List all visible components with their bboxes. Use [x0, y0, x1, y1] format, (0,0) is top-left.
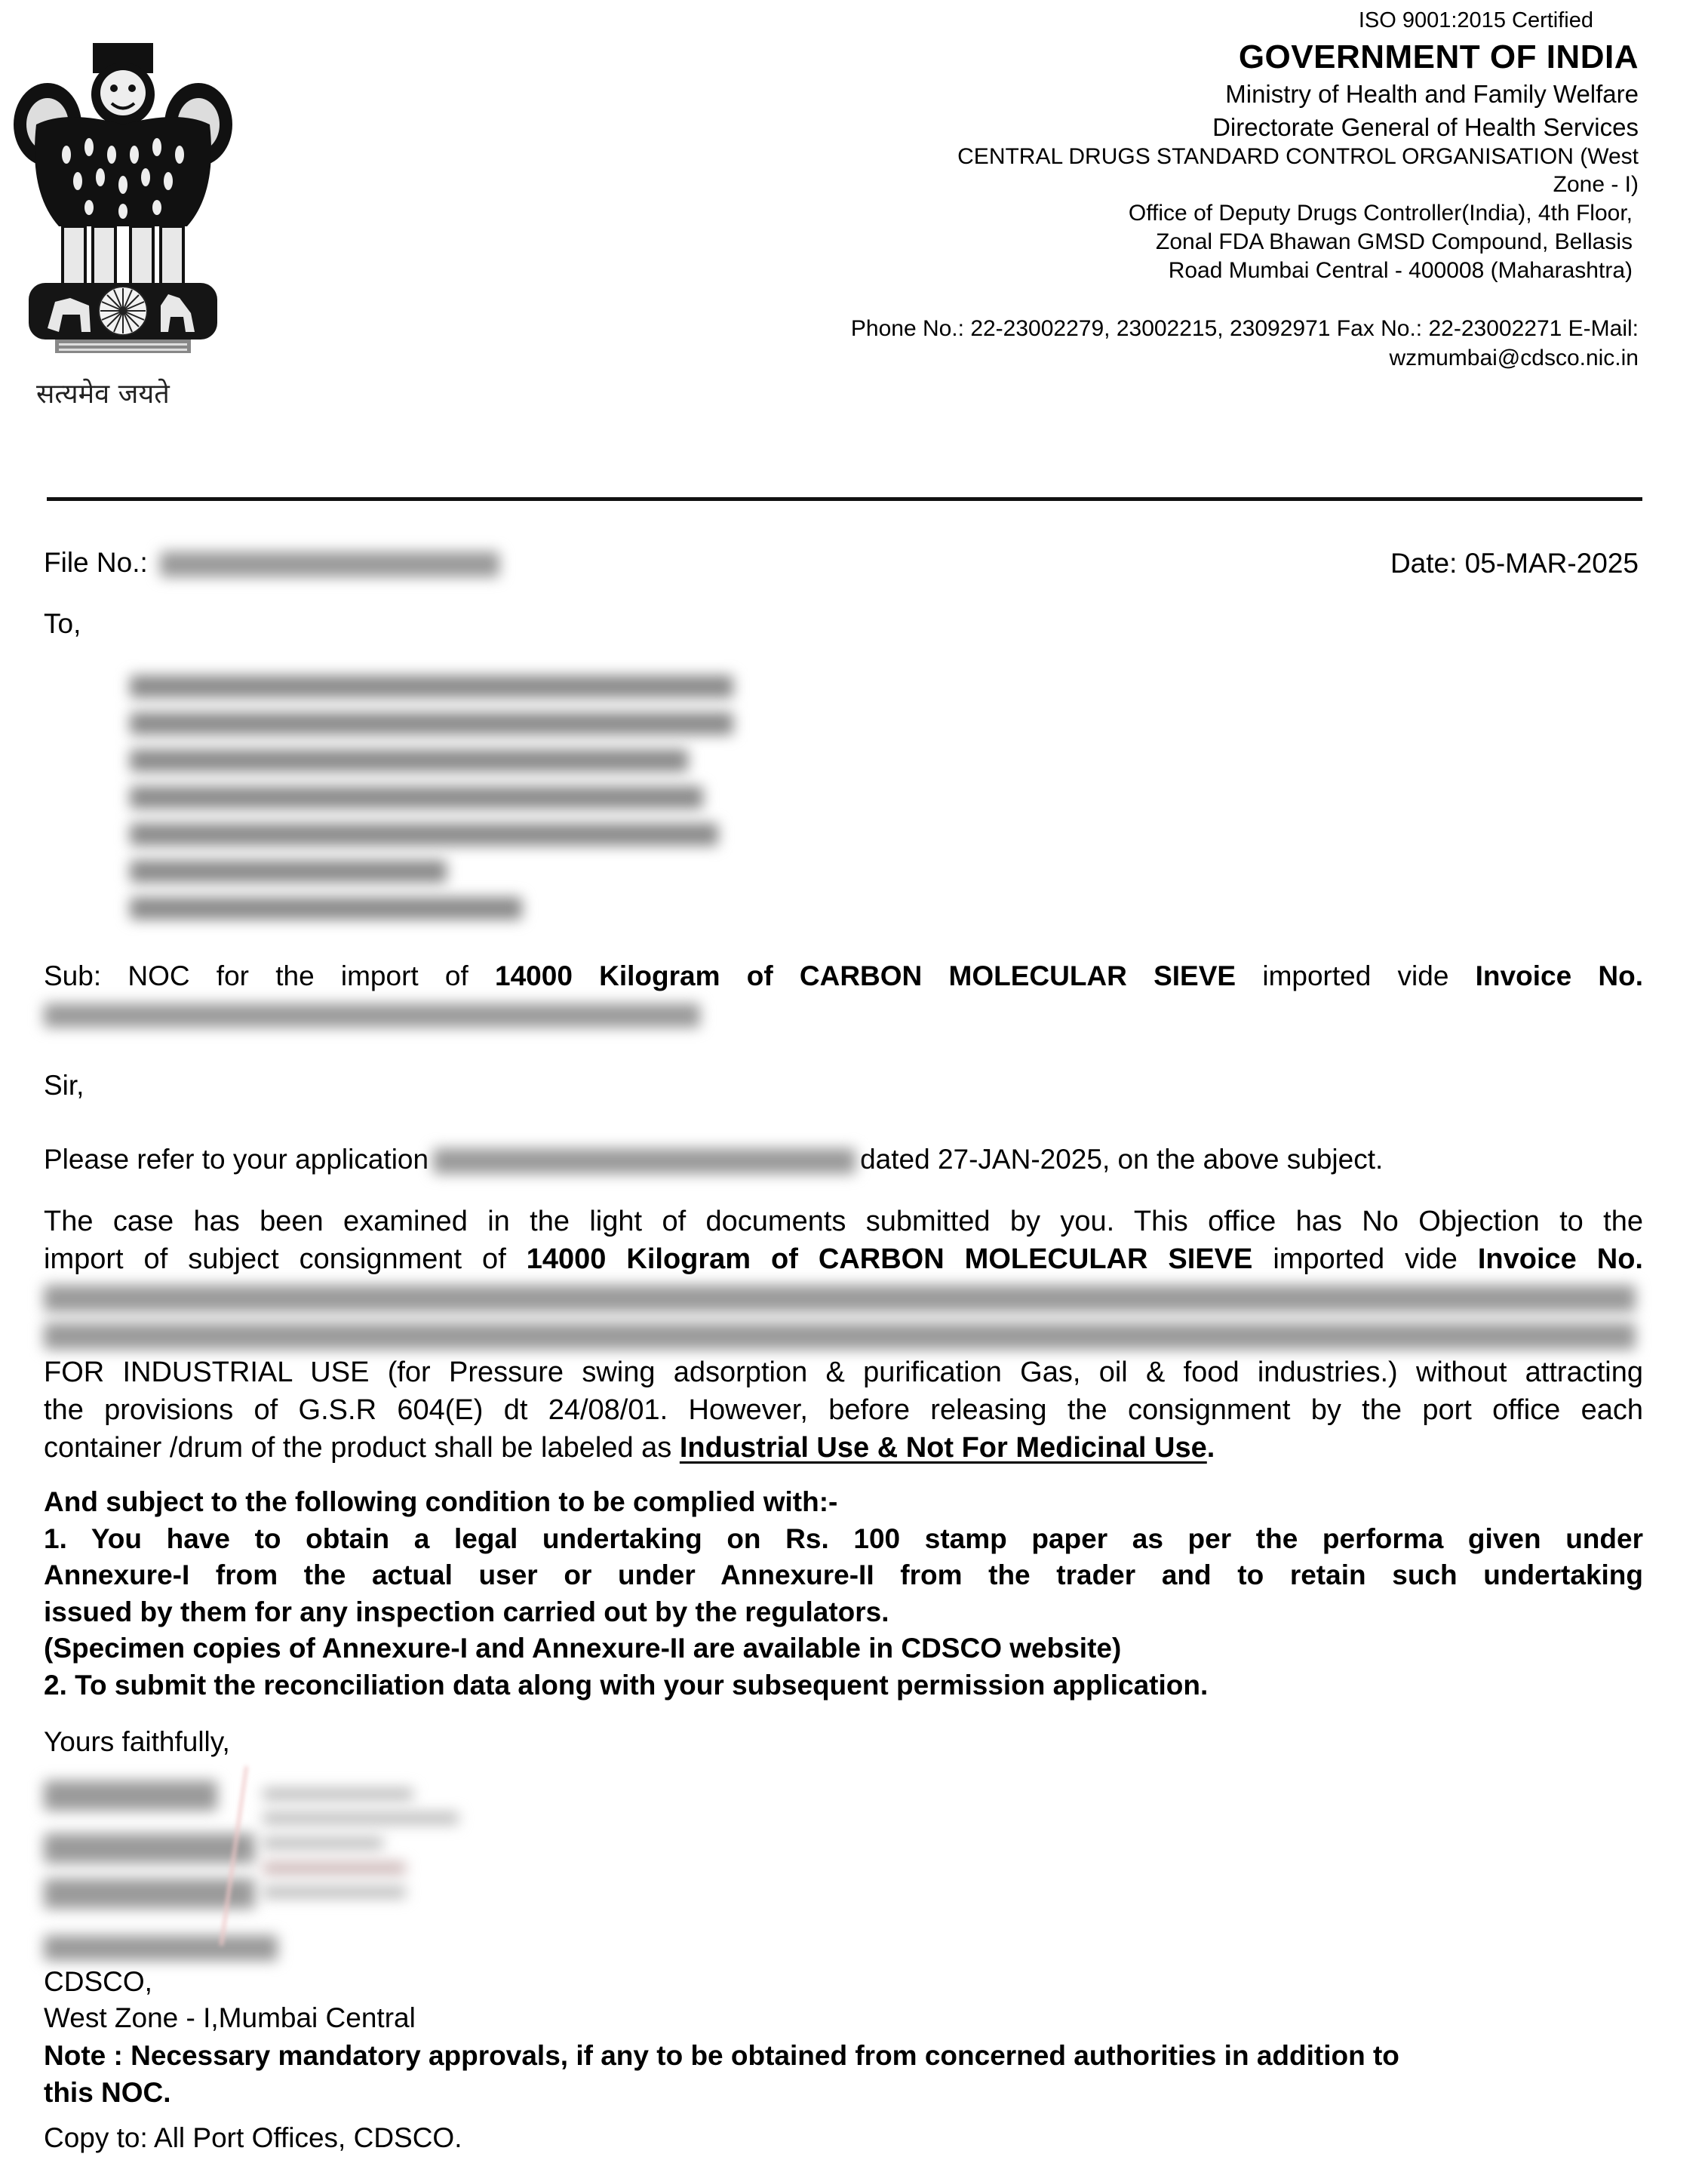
government-title: GOVERNMENT OF INDIA: [1238, 38, 1639, 75]
office-address-line3: Road Mumbai Central - 400008 (Maharashtra): [1168, 258, 1633, 283]
redacted-line: [263, 1812, 459, 1824]
redacted-line: [130, 675, 733, 698]
redacted-file-number: [160, 552, 499, 577]
paragraph-line: the provisions of G.S.R 604(E) dt 24/08/01. However, before releasing the consignment by the port office each: [44, 1394, 1643, 1426]
redacted-application-number: [433, 1148, 856, 1174]
redacted-line: [44, 1879, 255, 1909]
to-label: To,: [44, 608, 81, 639]
redacted-line: [130, 712, 733, 735]
condition-item-1-cont: Annexure-I from the actual user or under Annexure-II from the trader and to retain such undertaking: [44, 1559, 1643, 1590]
subject-line: [44, 962, 1643, 990]
contact-email[interactable]: wzmumbai@cdsco.nic.in: [1389, 346, 1639, 370]
redacted-line: [44, 1281, 1643, 1319]
label-requirement: Industrial Use & Not For Medicinal Use: [679, 1432, 1207, 1464]
approval-note: [44, 2040, 1643, 2113]
redacted-supplier-address: [44, 1323, 1636, 1350]
text-span: container /drum of the product shall be labeled as: [44, 1432, 680, 1464]
text-span: import of subject consignment of: [44, 1243, 527, 1275]
redacted-line: [130, 786, 703, 809]
text-span: .: [1206, 1432, 1215, 1464]
note-line: Note : Necessary mandatory approvals, if any to be obtained from concerned authorities in addition to: [44, 2040, 1399, 2071]
emblem-motto: सत्यमेव जयते: [36, 379, 170, 410]
redacted-line: [44, 1833, 255, 1863]
paragraph-line: [44, 1432, 1643, 1470]
application-reference: [44, 1145, 1383, 1174]
copy-to: Copy to: All Port Offices, CDSCO.: [44, 2122, 462, 2153]
note-line: this NOC.: [44, 2076, 171, 2108]
industrial-use-text: FOR INDUSTRIAL USE: [44, 1357, 370, 1388]
subject-product: 14000 Kilogram of CARBON MOLECULAR SIEVE: [495, 960, 1236, 991]
redacted-line: [44, 1003, 700, 1028]
closing-phrase: Yours faithfully,: [44, 1726, 230, 1757]
redacted-line: [263, 1837, 383, 1849]
redacted-line: [130, 749, 688, 772]
redacted-line: [263, 1788, 413, 1800]
invoice-label: Invoice No.: [1477, 1243, 1643, 1275]
condition-item-1-cont: issued by them for any inspection carried out by the regulators.: [44, 1596, 889, 1627]
conditions-heading: And subject to the following condition to be complied with:-: [44, 1486, 838, 1517]
redacted-line: [130, 823, 718, 846]
redacted-line: [263, 1886, 406, 1898]
reference-prefix: Please refer to your application: [44, 1144, 429, 1175]
organisation-name-line2: Zone - I): [1553, 172, 1639, 197]
header-divider: [47, 497, 1642, 501]
text-span: imported vide: [1252, 1243, 1478, 1275]
iso-certification: ISO 9001:2015 Certified: [1358, 8, 1593, 32]
reference-suffix: dated 27-JAN-2025, on the above subject.: [860, 1144, 1384, 1175]
ministry-name: Ministry of Health and Family Welfare: [1225, 80, 1639, 108]
paragraph-line: [44, 1357, 1643, 1394]
redacted-line: [130, 860, 447, 883]
redacted-supplier-details: [44, 1285, 1636, 1312]
condition-item-1: 1. You have to obtain a legal undertaking on Rs. 100 stamp paper as per the performa given under: [44, 1522, 1643, 1554]
paragraph-line: The case has been examined in the light of documents submitted by you. This office has No Objection to the: [44, 1206, 1643, 1237]
national-emblem-icon: [6, 41, 240, 373]
subject-invoice-label: Invoice No.: [1475, 960, 1643, 991]
redacted-line: [130, 897, 522, 920]
signing-zone: West Zone - I,Mumbai Central: [44, 2002, 416, 2033]
redacted-line: [44, 1781, 217, 1811]
redacted-line: [44, 1935, 278, 1961]
subject-middle: imported vide: [1236, 960, 1476, 991]
office-address-line1: Office of Deputy Drugs Controller(India), 4th Floor,: [1128, 201, 1633, 226]
contact-phone-fax: Phone No.: 22-23002279, 23002215, 23092971 Fax No.: 22-23002271 E-Mail:: [850, 316, 1639, 341]
redacted-digital-signature: [44, 1765, 466, 1977]
salutation: Sir,: [44, 1070, 84, 1101]
redacted-addressee: [130, 675, 733, 934]
letter-date: Date: 05-MAR-2025: [1390, 548, 1639, 579]
organisation-name-line1: CENTRAL DRUGS STANDARD CONTROL ORGANISATION (West: [957, 144, 1639, 169]
product-bold: 14000 Kilogram of CARBON MOLECULAR SIEVE: [526, 1243, 1253, 1275]
redacted-line: [263, 1862, 406, 1874]
file-number-label: File No.:: [44, 547, 148, 578]
conditions-block: [44, 1486, 1643, 1706]
condition-item-2: 2. To submit the reconciliation data along with your subsequent permission application.: [44, 1669, 1209, 1701]
noc-paragraph: [44, 1206, 1643, 1470]
directorate-name: Directorate General of Health Services: [1212, 113, 1639, 141]
office-address-line2: Zonal FDA Bhawan GMSD Compound, Bellasis: [1156, 229, 1633, 254]
paragraph-line: [44, 1243, 1643, 1281]
file-number: [44, 548, 499, 577]
subject-prefix: Sub: NOC for the import of: [44, 960, 496, 991]
signing-office: CDSCO,: [44, 1966, 152, 1997]
text-span: (for Pressure swing adsorption & purification Gas, oil & food industries.) without attracting: [369, 1357, 1643, 1388]
redacted-invoice-details: [44, 1003, 700, 1028]
specimen-note: (Specimen copies of Annexure-I and Annexure-II are available in CDSCO website): [44, 1633, 1122, 1664]
redacted-line: [44, 1319, 1643, 1357]
